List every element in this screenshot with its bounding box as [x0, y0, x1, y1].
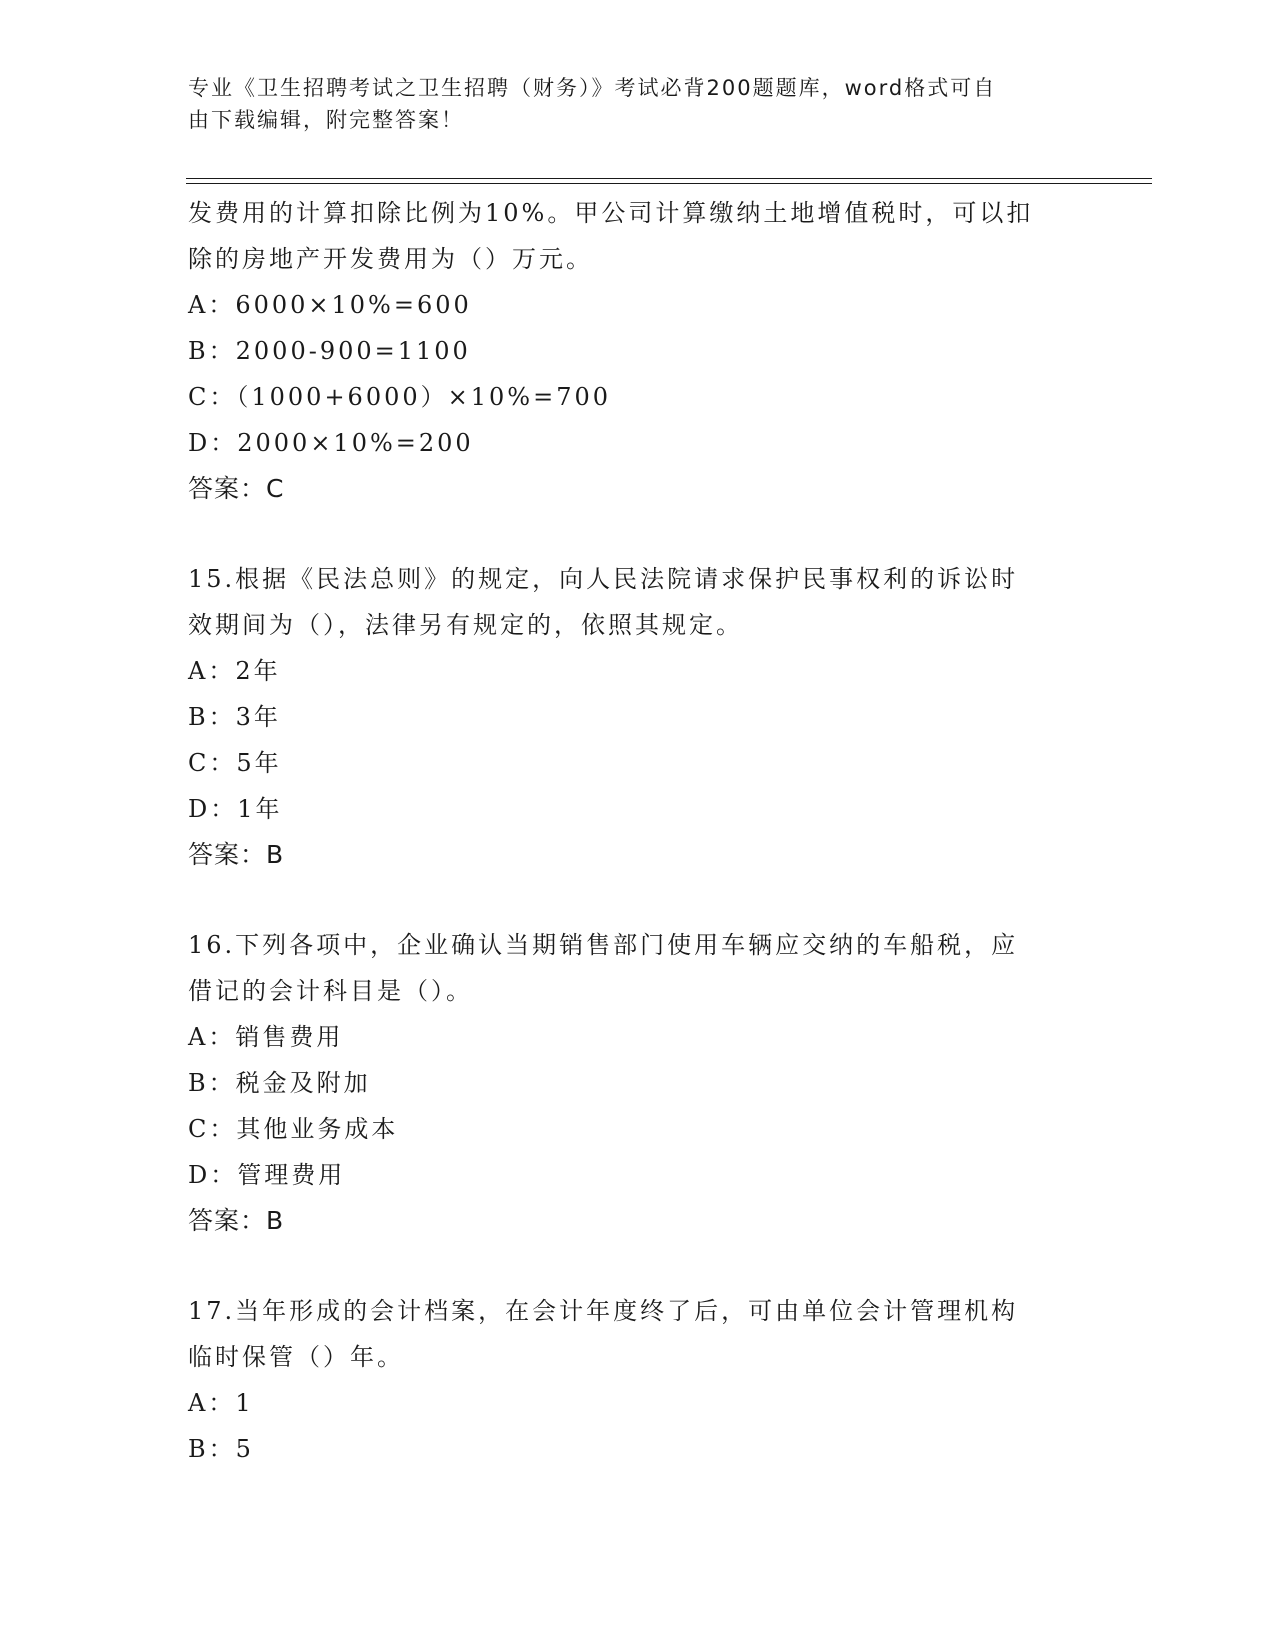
question-stem-line: 发费用的计算扣除比例为10%。甲公司计算缴纳土地增值税时，可以扣 [188, 199, 1034, 227]
option-d: D：2000×10%=200 [188, 429, 474, 457]
question-stem-line: 16.下列各项中，企业确认当期销售部门使用车辆应交纳的车船税，应 [188, 931, 1019, 959]
option-b: B：2000-900=1100 [188, 337, 471, 365]
option-a: A：销售费用 [188, 1023, 344, 1051]
header-divider-bottom [186, 183, 1152, 184]
option-b: B：税金及附加 [188, 1069, 371, 1097]
question-stem-line: 17.当年形成的会计档案，在会计年度终了后，可由单位会计管理机构 [188, 1297, 1019, 1325]
header-title-line-1: 专业《卫生招聘考试之卫生招聘（财务）》考试必背200题题库，word格式可自 [188, 76, 997, 100]
question-spacer [188, 1244, 1088, 1288]
question-stem-line: 除的房地产开发费用为（）万元。 [188, 245, 593, 273]
option-a: A：6000×10%=600 [188, 291, 472, 319]
option-c: C：（1000+6000）×10%=700 [188, 383, 611, 411]
question-list [188, 190, 1088, 1472]
header-title-line-2: 由下载编辑，附完整答案！ [188, 108, 464, 132]
option-d: D：1年 [188, 795, 283, 823]
question-stem-line: 借记的会计科目是（）。 [188, 977, 473, 1005]
question-stem-line: 临时保管（）年。 [188, 1343, 404, 1371]
question-spacer [188, 878, 1088, 922]
answer-line: 答案：B [188, 1206, 285, 1235]
option-c: C：5年 [188, 749, 282, 777]
question-16 [188, 922, 1088, 1244]
question-17 [188, 1288, 1088, 1472]
option-d: D：管理费用 [188, 1161, 346, 1189]
question-stem-line: 15.根据《民法总则》的规定，向人民法院请求保护民事权利的诉讼时 [188, 565, 1019, 593]
document-header [188, 72, 1068, 136]
answer-line: 答案：C [188, 474, 285, 503]
answer-line: 答案：B [188, 840, 285, 869]
question-14-continuation [188, 190, 1088, 512]
question-spacer [188, 512, 1088, 556]
option-a: A：1 [188, 1389, 254, 1417]
header-divider-top [186, 178, 1152, 179]
option-a: A：2年 [188, 657, 281, 685]
option-b: B：5 [188, 1435, 254, 1463]
question-stem-line: 效期间为（），法律另有规定的，依照其规定。 [188, 611, 743, 639]
option-b: B：3年 [188, 703, 281, 731]
option-c: C：其他业务成本 [188, 1115, 399, 1143]
question-15 [188, 556, 1088, 878]
